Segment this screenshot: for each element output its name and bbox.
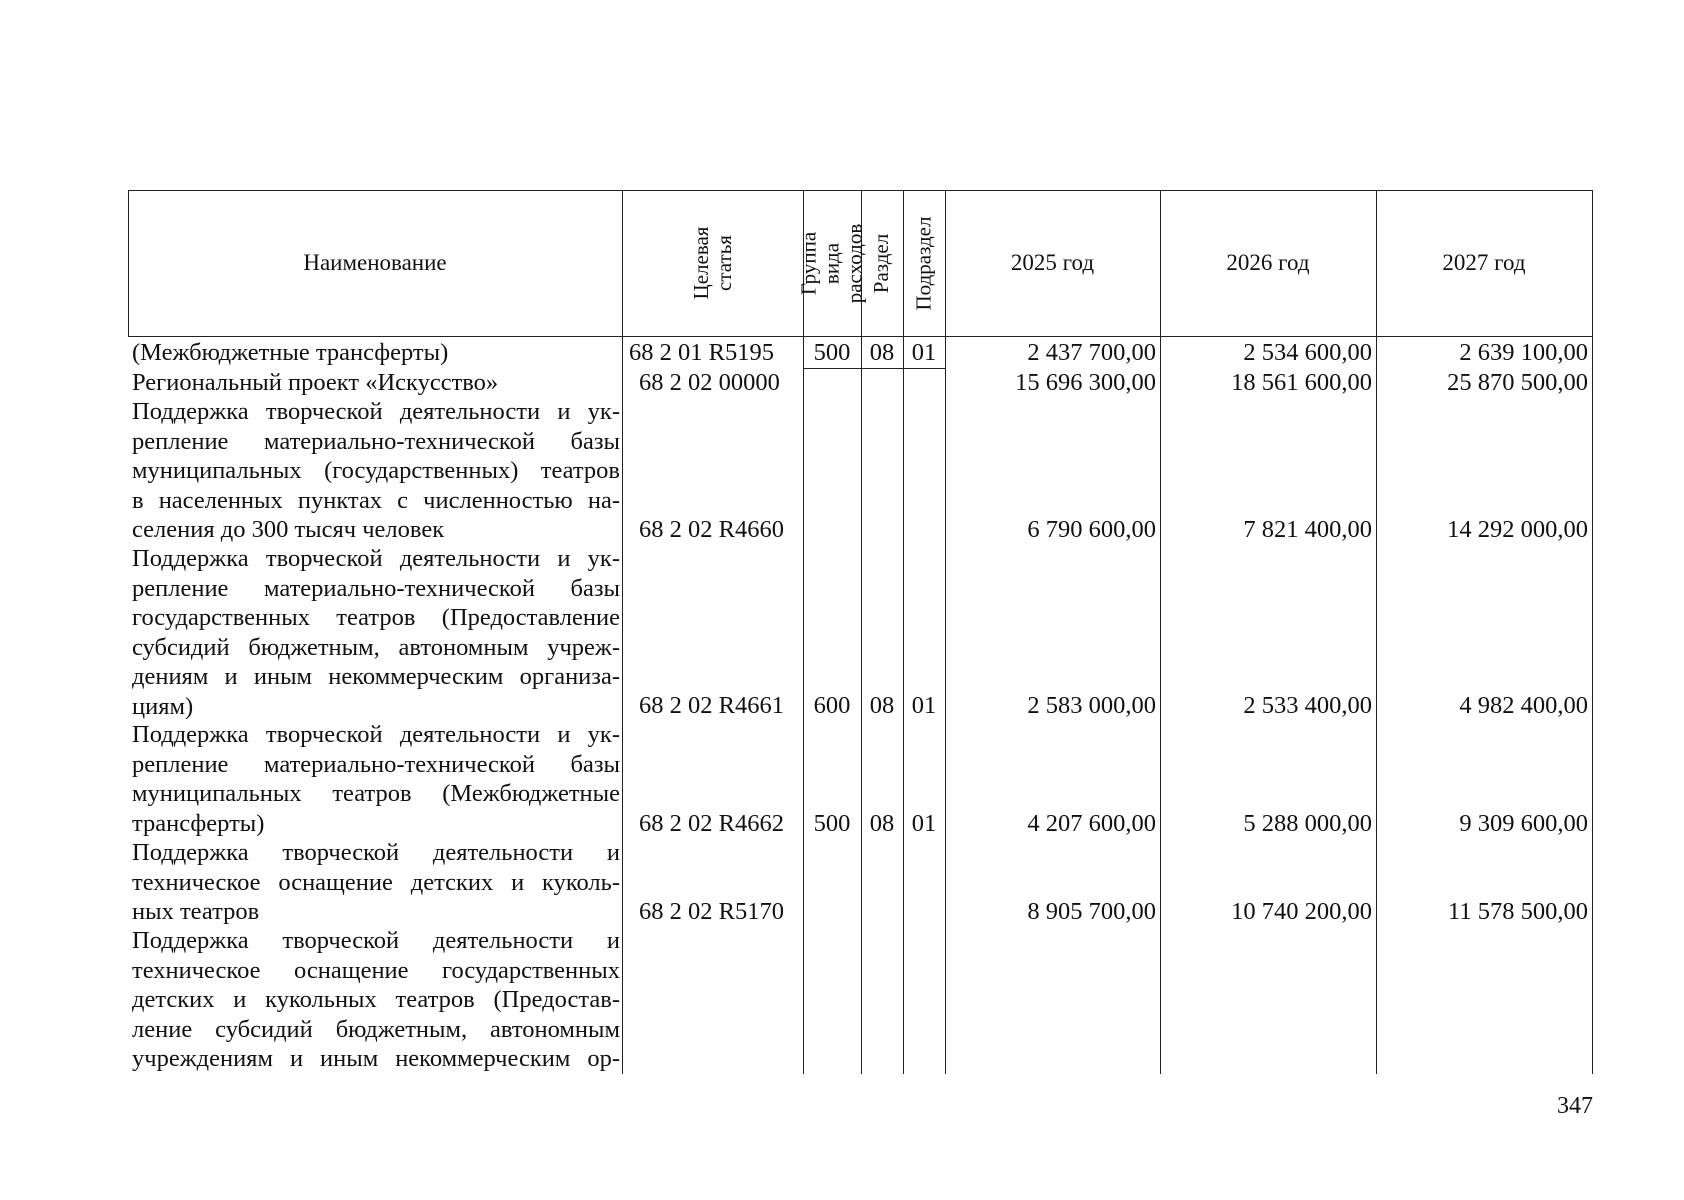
row-2025: 6 790 600,00 xyxy=(1027,516,1156,543)
row-name xyxy=(132,368,620,398)
row-2025: 8 905 700,00 xyxy=(1027,898,1156,925)
row-name-line: трансферты) xyxy=(132,809,265,837)
row-section: 08 xyxy=(869,692,895,719)
header-section-label: Раздел xyxy=(869,233,894,293)
row-name-line: муниципальных театров (Межбюджетные xyxy=(132,780,620,807)
row-name-line: репление материально-технической базы xyxy=(132,427,620,455)
row-section: 08 xyxy=(869,810,895,837)
budget-table xyxy=(128,190,1598,1074)
header-target-cell xyxy=(622,190,803,336)
row-target: 68 2 02 R4661 xyxy=(639,692,784,719)
row-name-line: ных театров xyxy=(132,898,260,925)
row-section: 08 xyxy=(869,339,895,366)
row-name-line: циям) xyxy=(132,692,194,720)
row-name xyxy=(132,544,620,721)
header-subsection-cell xyxy=(903,190,945,336)
row-name-line: в населенных пунктах с численностью на- xyxy=(132,486,620,514)
row-name-line: Региональный проект «Искусство» xyxy=(132,369,499,396)
row-target: 68 2 02 00000 xyxy=(639,369,780,396)
row-name-line: Поддержка творческой деятельности и ук- xyxy=(132,398,620,425)
row-2027: 11 578 500,00 xyxy=(1448,898,1588,925)
row-2026: 18 561 600,00 xyxy=(1231,369,1372,396)
row-target: 68 2 01 R5195 xyxy=(629,339,774,366)
row-2025: 15 696 300,00 xyxy=(1015,369,1156,396)
row-group: 600 xyxy=(813,692,851,719)
row-target: 68 2 02 R4662 xyxy=(639,810,784,837)
row-name xyxy=(132,397,620,545)
header-group-cell xyxy=(796,190,867,336)
row-name-line: ление субсидий бюджетным, автономным xyxy=(132,1015,620,1043)
row-group: 500 xyxy=(813,810,851,837)
row-name-line: муниципальных (государственных) театров xyxy=(132,457,620,484)
row-name-line: техническое оснащение государственных xyxy=(132,956,620,984)
header-2025: 2025 год xyxy=(1010,250,1095,275)
row-2027: 14 292 000,00 xyxy=(1447,516,1588,543)
row-target: 68 2 02 R4660 xyxy=(639,516,784,543)
row-name-line: Поддержка творческой деятельности и ук- xyxy=(132,545,620,572)
row-2027: 25 870 500,00 xyxy=(1447,369,1588,396)
page-number: 347 xyxy=(1557,1093,1593,1119)
row-name-line: Поддержка творческой деятельности и ук- xyxy=(132,721,620,748)
row-2026: 7 821 400,00 xyxy=(1243,516,1372,543)
row-name-line: Поддержка творческой деятельности и xyxy=(132,927,620,954)
col-border xyxy=(1592,190,1593,1074)
row-name-line: репление материально-технической базы xyxy=(132,750,620,778)
row-name-line: учреждениям и иным некоммерческим ор- xyxy=(132,1045,620,1072)
row-name-line: репление материально-технической базы xyxy=(132,574,620,602)
header-2026: 2026 год xyxy=(1226,250,1310,275)
row-2026: 2 533 400,00 xyxy=(1243,692,1372,719)
row-2025: 2 583 000,00 xyxy=(1027,692,1156,719)
row-2026: 10 740 200,00 xyxy=(1231,898,1372,925)
row-name-line: техническое оснащение детских и куколь- xyxy=(132,868,620,896)
row-2025: 4 207 600,00 xyxy=(1027,810,1156,837)
header-target-label: Целевая статья xyxy=(688,226,736,300)
header-section-cell xyxy=(861,190,903,336)
row-2026: 5 288 000,00 xyxy=(1243,810,1372,837)
row-name-line: субсидий бюджетным, автономным учреж- xyxy=(132,633,620,661)
row-name-line: дениям и иным некоммерческим организа- xyxy=(132,663,620,690)
row-name-line: Поддержка творческой деятельности и xyxy=(132,839,620,866)
header-name: Наименование xyxy=(303,250,447,275)
row-name-line: детских и кукольных театров (Предостав- xyxy=(132,986,620,1013)
row-2025: 2 437 700,00 xyxy=(1027,339,1156,366)
row-subsection: 01 xyxy=(911,810,937,837)
row-name xyxy=(132,926,620,1074)
row-name-line: (Межбюджетные трансферты) xyxy=(132,339,449,366)
header-2027: 2027 год xyxy=(1442,250,1526,275)
row-target: 68 2 02 R5170 xyxy=(639,898,784,925)
row-2027: 9 309 600,00 xyxy=(1459,810,1588,837)
row-name xyxy=(132,720,620,838)
row-name xyxy=(132,338,620,368)
row-subsection: 01 xyxy=(911,339,937,366)
row-group: 500 xyxy=(813,339,851,366)
row-name-line: государственных театров (Предоставление xyxy=(132,604,620,631)
row-2027: 4 982 400,00 xyxy=(1459,692,1588,719)
row-2026: 2 534 600,00 xyxy=(1243,339,1372,366)
row-subsection: 01 xyxy=(911,692,937,719)
header-group-label: Группа вида расходов xyxy=(796,223,867,303)
row-name xyxy=(132,838,620,927)
row-border xyxy=(803,368,945,369)
row-name-line: селения до 300 тысяч человек xyxy=(132,516,445,543)
header-subsection-label: Подраздел xyxy=(911,216,936,310)
row-2027: 2 639 100,00 xyxy=(1459,339,1588,366)
